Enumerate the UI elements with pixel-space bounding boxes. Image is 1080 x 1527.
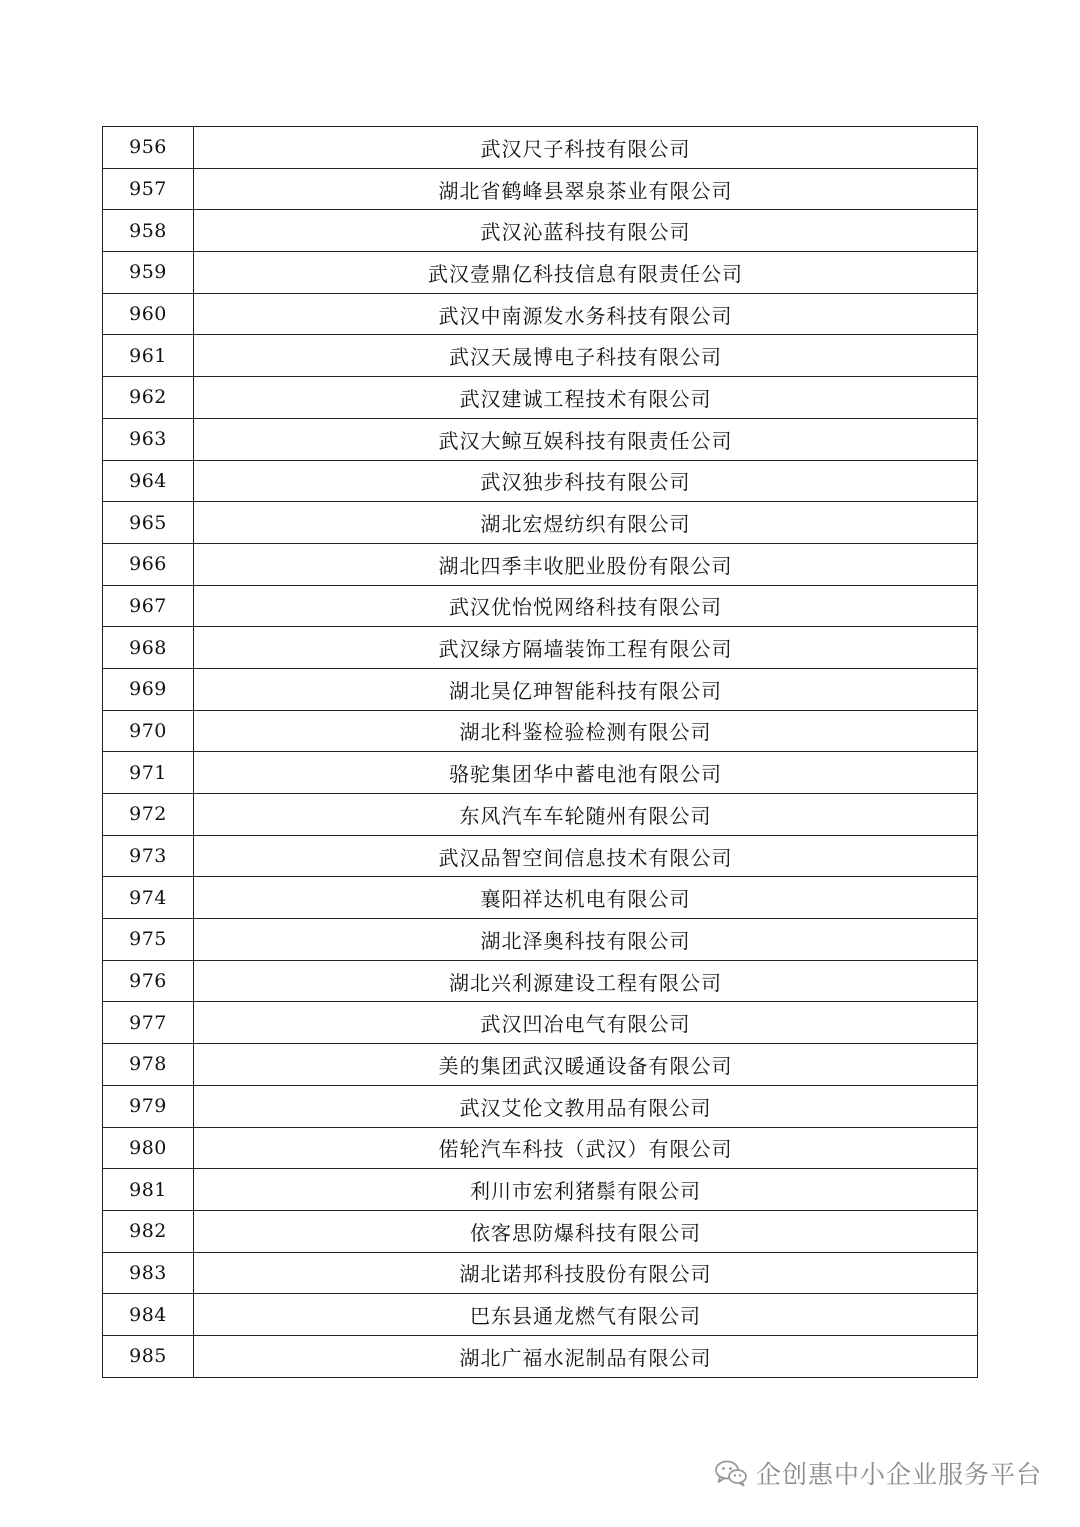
table-row	[103, 502, 978, 544]
table-row	[103, 1294, 978, 1336]
company-name-cell: 湖北兴利源建设工程有限公司	[194, 960, 978, 1002]
row-number-cell: 973	[103, 835, 194, 877]
table-row	[103, 668, 978, 710]
company-name-cell: 湖北四季丰收肥业股份有限公司	[194, 543, 978, 585]
row-number-cell: 972	[103, 794, 194, 836]
table-row	[103, 293, 978, 335]
table-row	[103, 543, 978, 585]
company-name-cell: 湖北宏煜纺织有限公司	[194, 502, 978, 544]
table-row	[103, 919, 978, 961]
table-row	[103, 460, 978, 502]
row-number-cell: 969	[103, 668, 194, 710]
table-row	[103, 710, 978, 752]
row-number-cell: 956	[103, 127, 194, 169]
company-name-cell: 武汉凹冶电气有限公司	[194, 1002, 978, 1044]
company-name-cell: 巴东县通龙燃气有限公司	[194, 1294, 978, 1336]
row-number-cell: 958	[103, 210, 194, 252]
table-row	[103, 210, 978, 252]
table-row	[103, 168, 978, 210]
table-row	[103, 627, 978, 669]
company-name-cell: 武汉天晟博电子科技有限公司	[194, 335, 978, 377]
company-name-cell: 湖北泽奥科技有限公司	[194, 919, 978, 961]
row-number-cell: 975	[103, 919, 194, 961]
table-row	[103, 1127, 978, 1169]
company-name-cell: 武汉艾伦文教用品有限公司	[194, 1085, 978, 1127]
company-name-cell: 东风汽车车轮随州有限公司	[194, 794, 978, 836]
row-number-cell: 962	[103, 377, 194, 419]
table-row	[103, 1044, 978, 1086]
company-name-cell: 武汉中南源发水务科技有限公司	[194, 293, 978, 335]
table-row	[103, 377, 978, 419]
row-number-cell: 960	[103, 293, 194, 335]
company-name-cell: 湖北广福水泥制品有限公司	[194, 1335, 978, 1377]
row-number-cell: 974	[103, 877, 194, 919]
company-list-body	[103, 127, 978, 1378]
company-name-cell: 武汉沁蓝科技有限公司	[194, 210, 978, 252]
table-row	[103, 960, 978, 1002]
row-number-cell: 965	[103, 502, 194, 544]
table-row	[103, 418, 978, 460]
company-name-cell: 武汉壹鼎亿科技信息有限责任公司	[194, 252, 978, 294]
company-name-cell: 依客思防爆科技有限公司	[194, 1210, 978, 1252]
company-name-cell: 武汉优怡悦网络科技有限公司	[194, 585, 978, 627]
row-number-cell: 985	[103, 1335, 194, 1377]
company-name-cell: 偌轮汽车科技（武汉）有限公司	[194, 1127, 978, 1169]
company-name-cell: 武汉品智空间信息技术有限公司	[194, 835, 978, 877]
company-name-cell: 武汉绿方隔墙装饰工程有限公司	[194, 627, 978, 669]
company-list-table	[102, 126, 978, 1378]
table-row	[103, 752, 978, 794]
table-row	[103, 585, 978, 627]
row-number-cell: 959	[103, 252, 194, 294]
row-number-cell: 971	[103, 752, 194, 794]
row-number-cell: 977	[103, 1002, 194, 1044]
company-name-cell: 湖北科鉴检验检测有限公司	[194, 710, 978, 752]
row-number-cell: 976	[103, 960, 194, 1002]
table-row	[103, 835, 978, 877]
row-number-cell: 984	[103, 1294, 194, 1336]
wechat-icon	[714, 1459, 748, 1487]
row-number-cell: 982	[103, 1210, 194, 1252]
table-row	[103, 1085, 978, 1127]
company-name-cell: 湖北昊亿珅智能科技有限公司	[194, 668, 978, 710]
company-name-cell: 武汉建诚工程技术有限公司	[194, 377, 978, 419]
row-number-cell: 968	[103, 627, 194, 669]
row-number-cell: 966	[103, 543, 194, 585]
company-name-cell: 美的集团武汉暖通设备有限公司	[194, 1044, 978, 1086]
table-row	[103, 335, 978, 377]
row-number-cell: 981	[103, 1169, 194, 1211]
row-number-cell: 963	[103, 418, 194, 460]
table-row	[103, 1169, 978, 1211]
table-row	[103, 1335, 978, 1377]
company-name-cell: 湖北诺邦科技股份有限公司	[194, 1252, 978, 1294]
company-name-cell: 利川市宏利猪鬃有限公司	[194, 1169, 978, 1211]
row-number-cell: 967	[103, 585, 194, 627]
table-row	[103, 794, 978, 836]
company-name-cell: 襄阳祥达机电有限公司	[194, 877, 978, 919]
table-row	[103, 127, 978, 169]
company-name-cell: 武汉大鲸互娱科技有限责任公司	[194, 418, 978, 460]
row-number-cell: 979	[103, 1085, 194, 1127]
row-number-cell: 978	[103, 1044, 194, 1086]
row-number-cell: 957	[103, 168, 194, 210]
row-number-cell: 970	[103, 710, 194, 752]
table-row	[103, 877, 978, 919]
company-name-cell: 骆驼集团华中蓄电池有限公司	[194, 752, 978, 794]
row-number-cell: 980	[103, 1127, 194, 1169]
watermark	[714, 1455, 1042, 1491]
row-number-cell: 964	[103, 460, 194, 502]
table-row	[103, 252, 978, 294]
table-row	[103, 1210, 978, 1252]
row-number-cell: 961	[103, 335, 194, 377]
company-name-cell: 武汉独步科技有限公司	[194, 460, 978, 502]
company-name-cell: 武汉尺子科技有限公司	[194, 127, 978, 169]
table-row	[103, 1002, 978, 1044]
row-number-cell: 983	[103, 1252, 194, 1294]
table-row	[103, 1252, 978, 1294]
company-name-cell: 湖北省鹤峰县翠泉茶业有限公司	[194, 168, 978, 210]
watermark-text: 企创惠中小企业服务平台	[755, 1460, 1042, 1489]
